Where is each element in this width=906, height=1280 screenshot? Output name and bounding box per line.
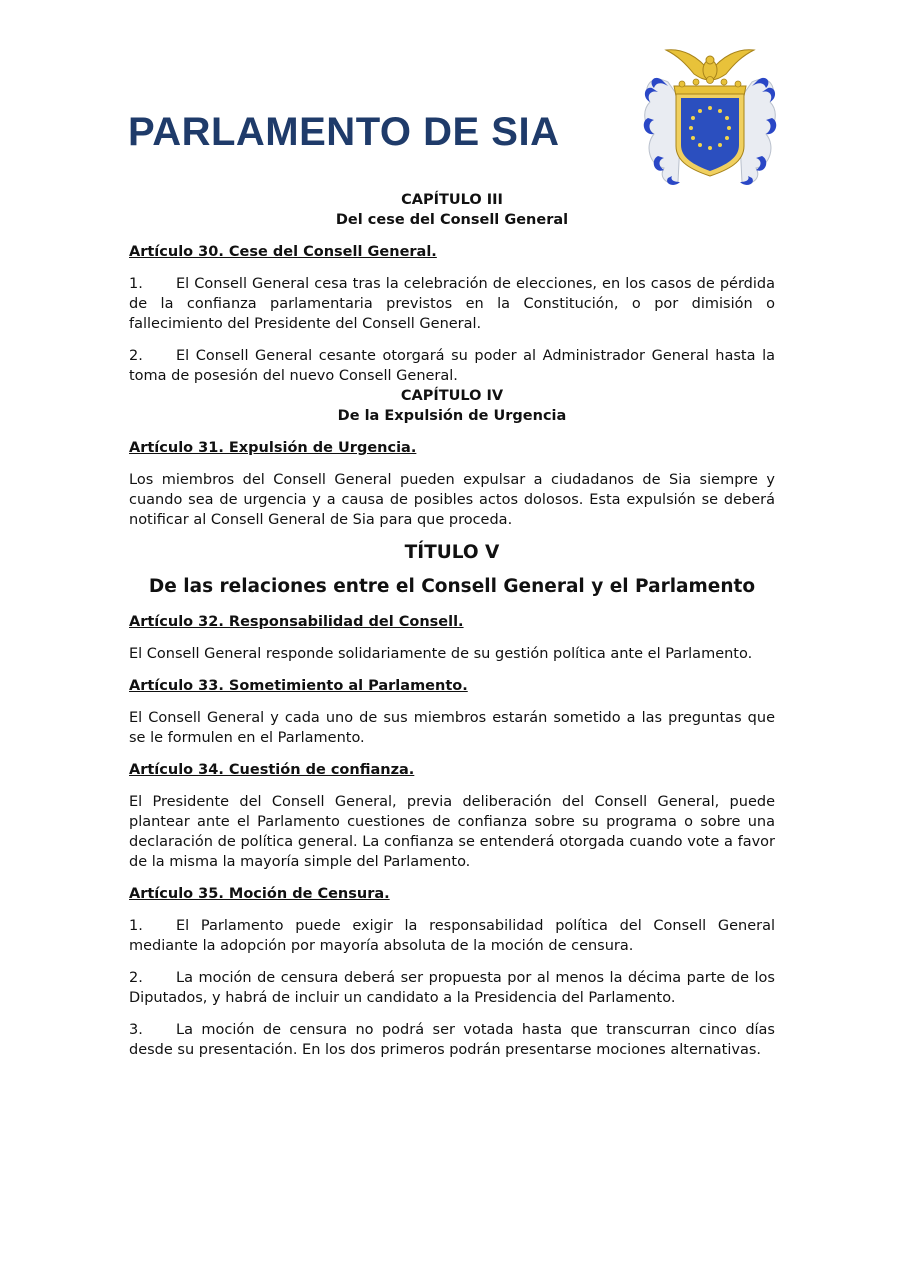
article-heading: Artículo 30. Cese del Consell General. bbox=[129, 244, 437, 260]
chapter-subtitle: Del cese del Consell General bbox=[335, 212, 569, 228]
document-body bbox=[129, 190, 775, 1060]
chapter-subtitle: De la Expulsión de Urgencia bbox=[337, 408, 567, 424]
paragraph-text: La moción de censura no podrá ser votada hasta que transcurran cinco días desde su presentación. En los dos primeros podrán presentarse mociones alternativas. bbox=[129, 1022, 775, 1058]
page-title: PARLAMENTO DE SIA bbox=[128, 110, 560, 154]
paragraph-text: El Consell General cesa tras la celebración de elecciones, en los casos de pérdida de la confianza parlamentaria previstos en la Constitución, o por dimisión o fallecimiento del Presidente del Consell General. bbox=[129, 276, 775, 332]
article-heading: Artículo 31. Expulsión de Urgencia. bbox=[129, 440, 417, 456]
paragraph-number: 2. bbox=[129, 348, 143, 364]
article-paragraph bbox=[129, 968, 775, 1008]
coat-of-arms-icon bbox=[638, 42, 782, 188]
chapter-heading: CAPÍTULO IV bbox=[400, 388, 504, 404]
title-heading: TÍTULO V bbox=[404, 542, 500, 563]
paragraph-number: 2. bbox=[129, 970, 143, 986]
chapter-heading: CAPÍTULO III bbox=[401, 192, 503, 208]
paragraph-text: El Consell General cesante otorgará su poder al Administrador General hasta la toma de posesión del nuevo Consell General. bbox=[129, 348, 775, 384]
article-paragraph: El Consell General responde solidariamente de su gestión política ante el Parlamento. bbox=[129, 646, 753, 662]
article-paragraph: El Presidente del Consell General, previa deliberación del Consell General, puede plantear ante el Parlamento cuestiones de confianza sobre su programa o sobre una declaración de política general. La confianza se entenderá otorgada cuando vote a favor de la misma la mayoría simple del Parlamento. bbox=[129, 794, 775, 870]
paragraph-text: El Parlamento puede exigir la responsabilidad política del Consell General mediante la adopción por mayoría absoluta de la moción de censura. bbox=[129, 918, 775, 954]
paragraph-number: 3. bbox=[129, 1022, 143, 1038]
article-paragraph: Los miembros del Consell General pueden expulsar a ciudadanos de Sia siempre y cuando sea de urgencia y a causa de posibles actos dolosos. Esta expulsión se deberá notificar al Consell General de Sia para que proceda. bbox=[129, 472, 775, 528]
article-paragraph bbox=[129, 916, 775, 956]
title-subtitle: De las relaciones entre el Consell General y el Parlamento bbox=[148, 576, 756, 597]
article-paragraph bbox=[129, 274, 775, 334]
article-paragraph bbox=[129, 1020, 775, 1060]
paragraph-number: 1. bbox=[129, 918, 143, 934]
article-heading: Artículo 35. Moción de Censura. bbox=[129, 886, 390, 902]
article-paragraph: El Consell General y cada uno de sus miembros estarán sometido a las preguntas que se le formulen en el Parlamento. bbox=[129, 710, 775, 746]
article-paragraph bbox=[129, 346, 775, 386]
article-heading: Artículo 33. Sometimiento al Parlamento. bbox=[129, 678, 468, 694]
article-heading: Artículo 32. Responsabilidad del Consell. bbox=[129, 614, 464, 630]
paragraph-text: La moción de censura deberá ser propuesta por al menos la décima parte de los Diputados, y habrá de incluir un candidato a la Presidencia del Parlamento. bbox=[129, 970, 775, 1006]
paragraph-number: 1. bbox=[129, 276, 143, 292]
article-heading: Artículo 34. Cuestión de confianza. bbox=[129, 762, 415, 778]
